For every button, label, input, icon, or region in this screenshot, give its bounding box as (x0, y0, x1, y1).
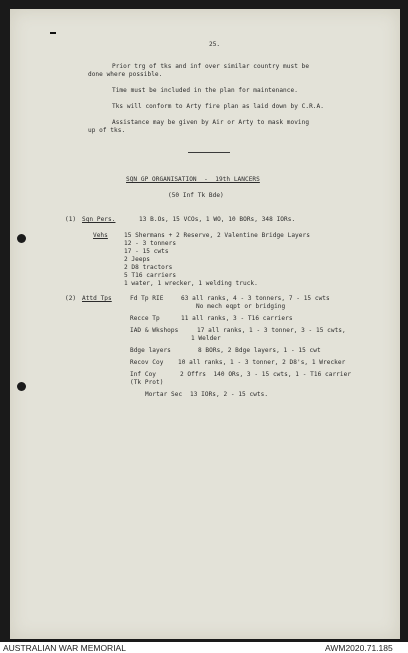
vehs-line-2: 12 - 3 tonners (124, 240, 177, 247)
section2-number: (2) (65, 295, 77, 302)
page-number: 25. (209, 41, 221, 48)
vehs-line-3: 17 - 15 cwts (124, 248, 169, 255)
section2-label: Attd Tps (82, 295, 112, 302)
intro-line-3: Time must be included in the plan for maintenance. (112, 87, 298, 94)
attd-row-text: 13 IORs, 2 - 15 cwts. (190, 391, 269, 398)
attd-row-text: 11 all ranks, 3 - T16 carriers (181, 315, 293, 322)
footer-accession-number: AWM2020.71.185 (325, 643, 393, 653)
attd-row-name: IAD & Wkshops (130, 327, 179, 334)
attd-row-text: 17 all ranks, 1 - 3 tonner, 3 - 15 cwts, (197, 327, 346, 334)
attd-row-name: Recce Tp (130, 315, 160, 322)
attd-row-text: 2 Offrs 140 ORs, 3 - 15 cwts, 1 - T16 carrier (180, 371, 352, 378)
attd-row-name: Recov Coy (130, 359, 164, 366)
section1-number: (1) (65, 216, 77, 223)
intro-line-2: done where possible. (88, 71, 163, 78)
vehs-label: Vehs (93, 232, 108, 239)
attd-row-name: Mortar Sec (145, 391, 183, 398)
attd-row-name: Bdge layers (130, 347, 171, 354)
vehs-line-6: 5 T16 carriers (124, 272, 177, 279)
vehs-line-4: 2 Jeeps (124, 256, 151, 263)
attd-row-text: 8 BORs, 2 Bdge layers, 1 - 15 cwt (198, 347, 321, 354)
attd-row-cont: No mech eqpt or bridging (196, 303, 286, 310)
section1-label: Sqn Pers. (82, 216, 116, 223)
attd-row-text: 63 all ranks, 4 - 3 tonners, 7 - 15 cwts (181, 295, 330, 302)
attd-row-name: Fd Tp RIE (130, 295, 164, 302)
attd-row-text: 10 all ranks, 1 - 3 tonner, 2 D8's, 1 Wrecker (178, 359, 346, 366)
section-heading: SQN GP ORGANISATION - 19th LANCERS (126, 176, 260, 183)
footer-institution: AUSTRALIAN WAR MEMORIAL (3, 643, 126, 653)
attd-row-cont: (Tk Prot) (130, 379, 164, 386)
attd-row-name: Inf Coy (130, 371, 157, 378)
punch-hole-bottom (17, 382, 26, 391)
intro-line-4: Tks will conform to Arty fire plan as laid down by C.R.A. (112, 103, 324, 110)
intro-line-1: Prior trg of tks and inf over similar country must be (112, 63, 310, 70)
section-subheading: (50 Inf Tk Bde) (168, 192, 224, 199)
intro-line-6: up of tks. (88, 127, 126, 134)
separator-line (188, 152, 230, 153)
vehs-line-7: 1 water, 1 wrecker, 1 welding truck. (124, 280, 258, 287)
archive-footer (0, 642, 408, 653)
attd-row-cont: 1 Welder (191, 335, 221, 342)
punch-hole-top (17, 234, 26, 243)
corner-mark (50, 32, 56, 34)
section1-text: 13 B.Os, 15 VCOs, 1 WO, 10 BORs, 348 IORs. (139, 216, 296, 223)
intro-line-5: Assistance may be given by Air or Arty to mask moving (112, 119, 310, 126)
vehs-line-1: 15 Shermans + 2 Reserve, 2 Valentine Bridge Layers (124, 232, 310, 239)
vehs-line-5: 2 D8 tractors (124, 264, 173, 271)
